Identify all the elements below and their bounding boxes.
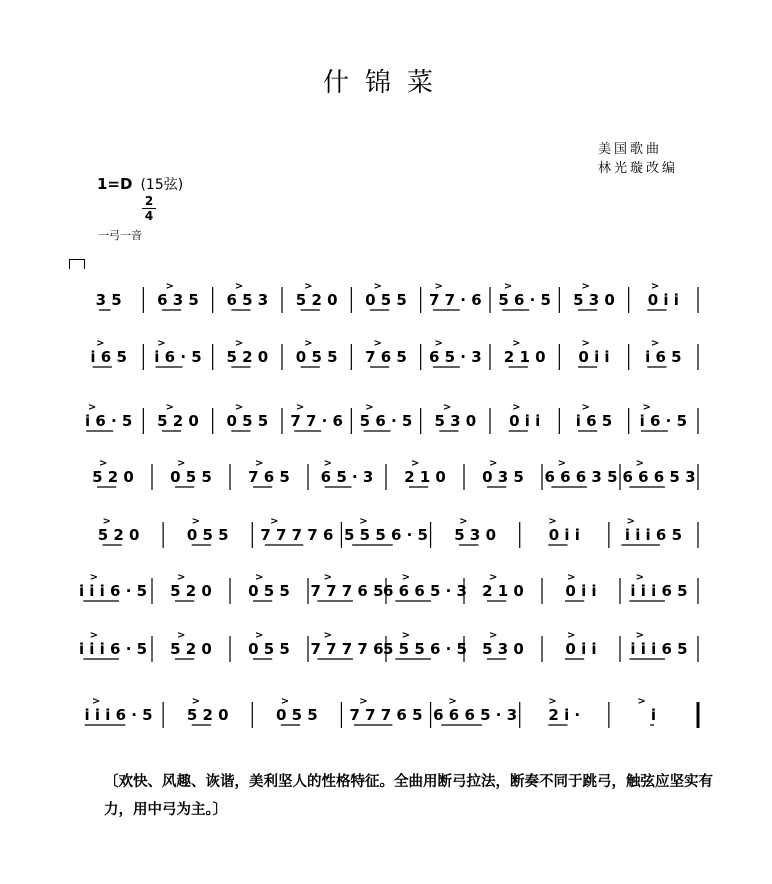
accent-mark: > (191, 516, 201, 527)
accent-mark: > (650, 281, 660, 292)
measure-notes: i 6 5 (575, 412, 613, 430)
accent-mark: > (254, 572, 264, 583)
measure-notes: i i i 6 · 5 (84, 706, 153, 724)
accent-mark: > (434, 281, 443, 292)
accent-mark: > (488, 572, 498, 583)
accent-mark: > (448, 696, 457, 707)
accent-mark: > (165, 402, 174, 413)
accent-mark: > (304, 281, 313, 292)
accent-mark: > (102, 516, 111, 527)
accent-mark: > (234, 281, 244, 292)
time-signature-top: 2 (144, 194, 154, 208)
accent-mark: > (91, 696, 101, 707)
measure-notes: 6 6 6 3 5 (544, 468, 618, 486)
accent-mark: > (650, 338, 660, 349)
key-string: (15弦) (140, 177, 184, 193)
notation-line (74, 340, 698, 384)
measure-notes: i 6 · 5 (639, 412, 688, 430)
accent-mark: > (410, 458, 420, 469)
accent-mark: > (503, 281, 513, 292)
measure-notes: 0 5 5 (170, 468, 212, 486)
measure-notes: 0 i i (565, 640, 597, 658)
accent-mark: > (566, 572, 576, 583)
measure-notes: 7 7 · 6 (428, 291, 482, 309)
accent-mark: > (635, 630, 644, 641)
measure-notes: 0 5 5 (186, 526, 229, 544)
accent-mark: > (373, 281, 382, 292)
measure-notes: 2 1 0 (503, 348, 546, 366)
accent-mark: > (635, 458, 644, 469)
accent-mark: > (323, 572, 332, 583)
measure-notes: 5 3 0 (482, 640, 524, 658)
measure-notes: i i i 6 5 (630, 582, 688, 600)
measure-notes: 2 i · (548, 706, 581, 724)
accent-mark: > (512, 402, 521, 413)
measure-notes: 0 5 5 (248, 582, 290, 600)
page-title: 什锦菜 (322, 68, 449, 98)
measure-notes: 7 7 · 6 (290, 412, 344, 430)
accent-mark: > (459, 516, 468, 527)
key-text: 1=D (97, 175, 133, 193)
accent-mark: > (401, 572, 410, 583)
measure-notes: 0 i i (548, 526, 580, 544)
measure-notes: 0 3 5 (482, 468, 524, 486)
measure-notes: 0 i i (647, 291, 679, 309)
accent-mark: > (165, 281, 174, 292)
attribution-origin: 美国歌曲 (598, 142, 663, 157)
measure-notes: 5 6 · 5 (498, 291, 552, 309)
measure-notes: 6 3 5 (157, 291, 199, 309)
notation-line-svg (74, 404, 698, 448)
measure-notes: 6 5 3 (226, 291, 269, 309)
accent-mark: > (359, 516, 368, 527)
measure-notes: i 6 · 5 (154, 348, 202, 366)
measure-notes: 6 5 · 3 (428, 348, 482, 366)
measure-notes: 7 7 7 7 6 (310, 640, 384, 658)
accent-mark: > (234, 402, 244, 413)
notation-line-svg (74, 283, 698, 327)
measure-notes: 2 1 0 (404, 468, 446, 486)
notation-line (74, 698, 698, 742)
measure-notes: 6 5 · 3 (320, 468, 374, 486)
measure-notes: i 6 5 (90, 348, 127, 366)
accent-mark: > (581, 281, 590, 292)
measure-notes: 0 5 5 (275, 706, 318, 724)
measure-notes: 0 i i (565, 582, 597, 600)
accent-mark: > (642, 402, 651, 413)
notation-line (74, 460, 698, 504)
key-signature (97, 174, 183, 194)
measure-notes: 7 7 7 6 5 (349, 706, 423, 724)
time-signature-bottom: 4 (144, 209, 154, 223)
accent-mark: > (512, 338, 521, 349)
measure-notes: 5 2 0 (170, 582, 212, 600)
measure-notes: i i i 6 · 5 (78, 640, 148, 658)
accent-mark: > (548, 516, 557, 527)
measure-notes: i i i 6 · 5 (78, 582, 148, 600)
notation-line (74, 283, 698, 327)
measure-notes: 5 2 0 (97, 526, 140, 544)
accent-mark: > (280, 696, 290, 707)
accent-mark: > (176, 572, 186, 583)
measure-notes: 7 7 7 7 6 (260, 526, 334, 544)
accent-mark: > (87, 402, 97, 413)
measure-notes: 3 5 (95, 291, 122, 309)
accent-mark: > (96, 338, 105, 349)
measure-notes: 7 6 5 (365, 348, 407, 366)
accent-mark: > (295, 402, 305, 413)
measure-notes: i 6 5 (645, 348, 682, 366)
measure-notes: 6 6 6 5 · 3 (383, 582, 467, 600)
notation-line-svg (74, 340, 698, 384)
accent-mark: > (373, 338, 382, 349)
measure-notes: i (650, 706, 657, 724)
measure-notes: 5 3 0 (454, 526, 497, 544)
measure-notes: 6 6 6 5 · 3 (433, 706, 518, 724)
accent-mark: > (637, 696, 646, 707)
measure-notes: 7 7 7 6 5 (310, 582, 384, 600)
measure-notes: 5 2 0 (170, 640, 212, 658)
accent-mark: > (557, 458, 566, 469)
accent-mark: > (254, 458, 264, 469)
accent-mark: > (359, 696, 368, 707)
notation-line-svg (74, 698, 698, 742)
measure-notes: 5 6 · 5 (359, 412, 413, 430)
measure-notes: 0 5 5 (365, 291, 407, 309)
accent-mark: > (323, 630, 332, 641)
accent-mark: > (548, 696, 557, 707)
accent-mark: > (191, 696, 201, 707)
measure-notes: 2 1 0 (482, 582, 524, 600)
notation-line-svg (74, 518, 698, 562)
measure-notes: 5 2 0 (157, 412, 199, 430)
accent-mark: > (157, 338, 166, 349)
accent-mark: > (365, 402, 374, 413)
accent-mark: > (488, 458, 498, 469)
measure-notes: 0 i i (578, 348, 610, 366)
measure-notes: 6 6 6 5 3 (622, 468, 696, 486)
performance-comment: 〔欢快、风趣、诙谐，美利坚人的性格特征。全曲用断弓拉法，断奏不同于跳弓，触弦应坚实有力，用中弓为主。〕 (104, 774, 713, 818)
measure-notes: 5 3 0 (434, 412, 477, 430)
accent-mark: > (176, 630, 186, 641)
notation-line (74, 518, 698, 562)
measure-notes: 0 5 5 (226, 412, 269, 430)
notation-line-svg (74, 460, 698, 504)
notation-line-svg (74, 574, 698, 618)
notation-line (74, 574, 698, 618)
accent-mark: > (98, 458, 108, 469)
accent-mark: > (626, 516, 636, 527)
notation-line-svg (74, 632, 698, 676)
accent-mark: > (442, 402, 452, 413)
notation-line (74, 632, 698, 676)
measure-notes: 5 2 0 (186, 706, 229, 724)
down-bow-icon (69, 259, 85, 269)
measure-notes: 5 5 5 6 · 5 (383, 640, 467, 658)
accent-mark: > (566, 630, 576, 641)
measure-notes: i 6 · 5 (84, 412, 133, 430)
measure-notes: 5 3 0 (573, 291, 615, 309)
measure-notes: 5 2 0 (295, 291, 338, 309)
measure-notes: 5 5 5 6 · 5 (344, 526, 428, 544)
accent-mark: > (635, 572, 644, 583)
measure-notes: 7 6 5 (248, 468, 290, 486)
attribution-arranger: 林光璇改编 (598, 161, 679, 176)
accent-mark: > (323, 458, 332, 469)
measure-notes: 0 5 5 (248, 640, 290, 658)
accent-mark: > (488, 630, 498, 641)
measure-notes: 0 i i (509, 412, 541, 430)
accent-mark: > (581, 338, 590, 349)
notation-line (74, 404, 698, 448)
accent-mark: > (270, 516, 279, 527)
measure-notes: i i i 6 5 (630, 640, 688, 658)
accent-mark: > (434, 338, 443, 349)
measure-notes: i i i 6 5 (624, 526, 683, 544)
measure-notes: 0 5 5 (295, 348, 338, 366)
measure-notes: 5 2 0 (92, 468, 134, 486)
bowing-note: 一弓一音 (98, 229, 142, 242)
accent-mark: > (89, 630, 98, 641)
accent-mark: > (176, 458, 186, 469)
measure-notes: 5 2 0 (226, 348, 269, 366)
accent-mark: > (89, 572, 98, 583)
time-signature (142, 195, 156, 222)
accent-mark: > (234, 338, 244, 349)
accent-mark: > (254, 630, 264, 641)
accent-mark: > (401, 630, 410, 641)
accent-mark: > (581, 402, 590, 413)
accent-mark: > (304, 338, 313, 349)
